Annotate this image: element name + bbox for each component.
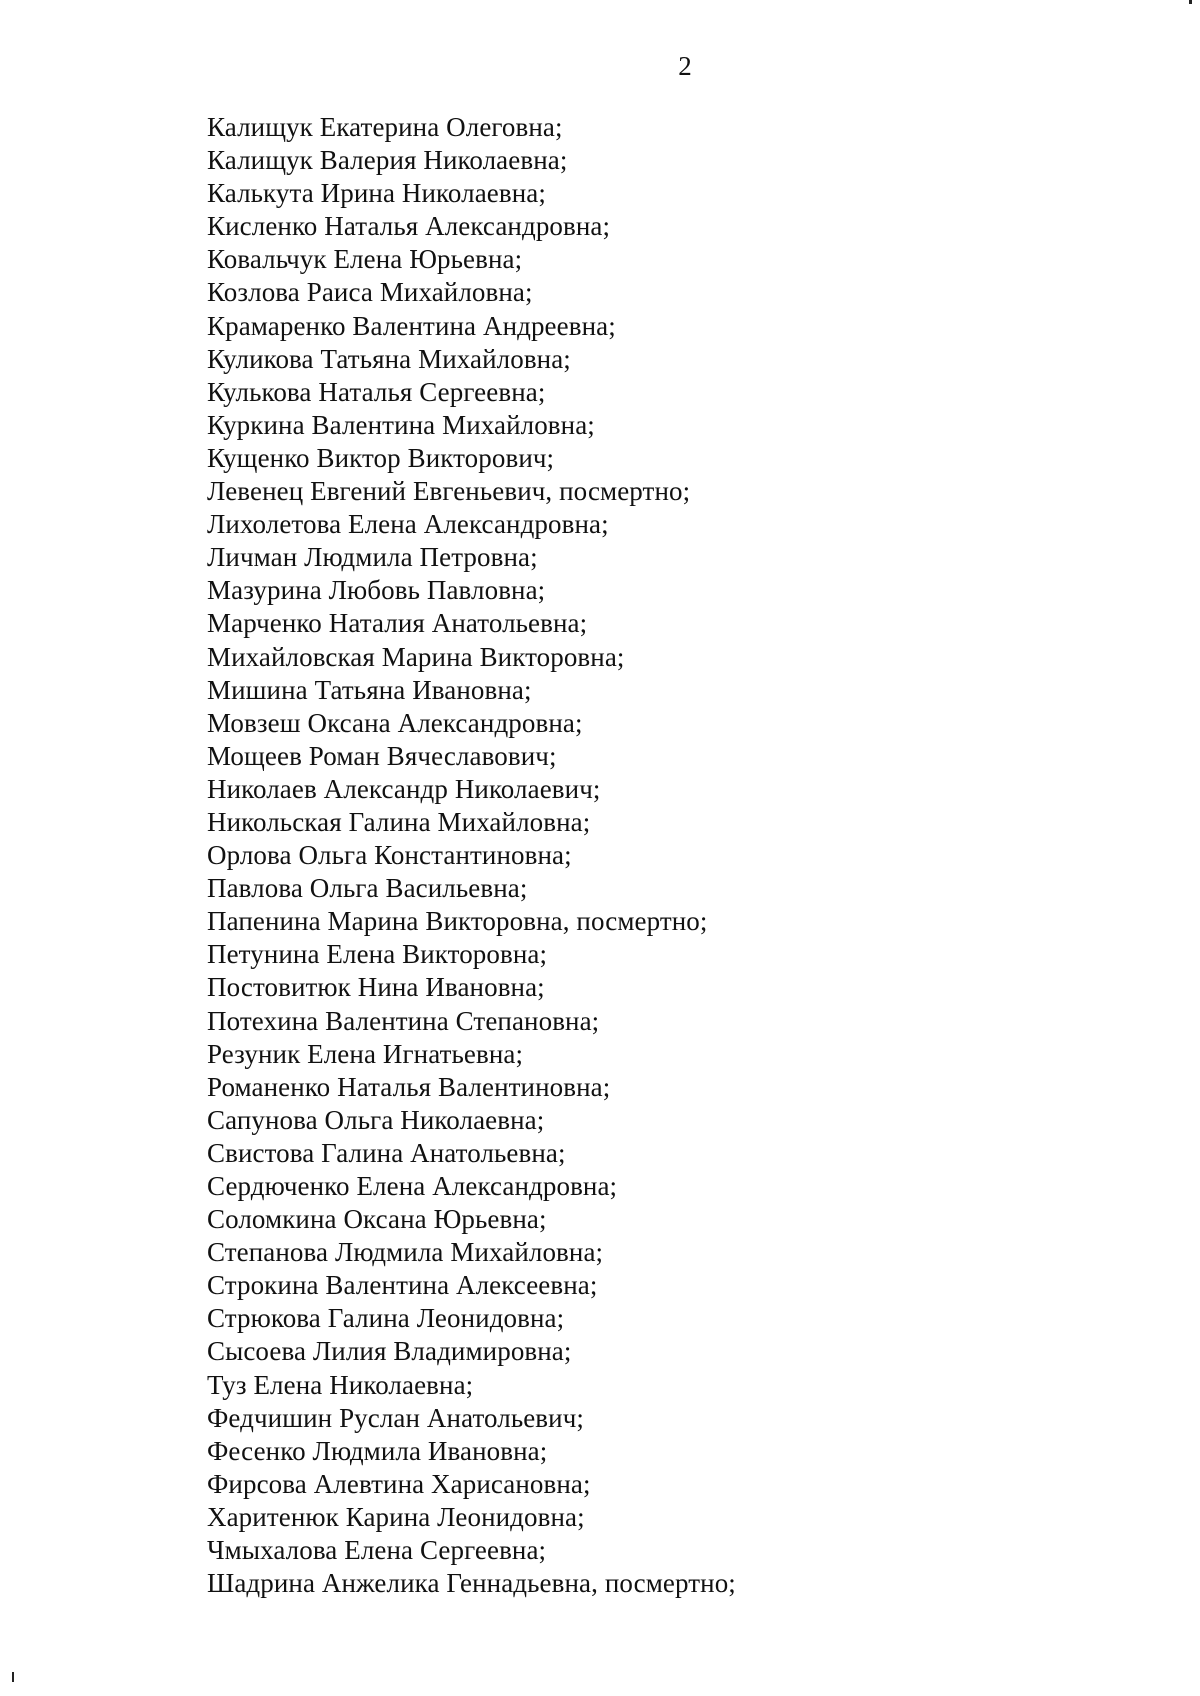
- list-item: Левенец Евгений Евгеньевич, посмертно;: [207, 476, 691, 507]
- list-item: Шадрина Анжелика Геннадьевна, посмертно;: [207, 1568, 736, 1599]
- list-item: Лихолетова Елена Александровна;: [207, 509, 609, 540]
- list-item: Михайловская Марина Викторовна;: [207, 641, 625, 672]
- list-item: Чмыхалова Елена Сергеевна;: [207, 1535, 547, 1566]
- list-item: Калькута Ирина Николаевна;: [207, 178, 546, 209]
- list-item: Сердюченко Елена Александровна;: [207, 1171, 618, 1201]
- list-item: Кулькова Наталья Сергеевна;: [207, 376, 546, 407]
- scan-artifact-bottom: [12, 1672, 14, 1682]
- scan-artifact-top: [1189, 0, 1192, 4]
- list-item: Фирсова Алевтина Харисановна;: [207, 1468, 591, 1499]
- list-item: Козлова Раиса Михайловна;: [207, 277, 533, 308]
- list-item: Куркина Валентина Михайловна;: [207, 409, 595, 440]
- list-item: Соломкина Оксана Юрьевна;: [207, 1204, 547, 1235]
- list-item: Резуник Елена Игнатьевна;: [207, 1038, 524, 1069]
- list-item: Калищук Екатерина Олеговна;: [207, 112, 563, 142]
- list-item: Личман Людмила Петровна;: [207, 542, 538, 573]
- list-item: Мовзеш Оксана Александровна;: [207, 707, 583, 738]
- list-item: Свистова Галина Анатольевна;: [207, 1137, 566, 1168]
- list-item: Фесенко Людмила Ивановна;: [207, 1435, 548, 1466]
- list-item: Кисленко Наталья Александровна;: [207, 211, 611, 242]
- name-list: [207, 111, 736, 1600]
- list-item: Орлова Ольга Константиновна;: [207, 840, 572, 871]
- list-item: Харитенюк Карина Леонидовна;: [207, 1501, 585, 1532]
- list-item: Ковальчук Елена Юрьевна;: [207, 244, 523, 275]
- list-item: Никольская Галина Михайловна;: [207, 806, 591, 837]
- list-item: Куликова Татьяна Михайловна;: [207, 343, 571, 374]
- list-item: Федчишин Руслан Анатольевич;: [207, 1402, 584, 1433]
- list-item: Павлова Ольга Васильевна;: [207, 873, 528, 904]
- list-item: Степанова Людмила Михайловна;: [207, 1237, 604, 1268]
- list-item: Марченко Наталия Анатольевна;: [207, 608, 588, 639]
- list-item: Сысоева Лилия Владимировна;: [207, 1336, 572, 1367]
- list-item: Туз Елена Николаевна;: [207, 1369, 474, 1400]
- list-item: Строкина Валентина Алексеевна;: [207, 1270, 598, 1301]
- list-item: Стрюкова Галина Леонидовна;: [207, 1303, 565, 1334]
- list-item: Мощеев Роман Вячеславович;: [207, 740, 557, 771]
- list-item: Мазурина Любовь Павловна;: [207, 575, 546, 606]
- list-item: Папенина Марина Викторовна, посмертно;: [207, 906, 708, 937]
- list-item: Петунина Елена Викторовна;: [207, 939, 548, 970]
- page-number: 2: [678, 51, 692, 81]
- list-item: Сапунова Ольга Николаевна;: [207, 1104, 545, 1135]
- list-item: Постовитюк Нина Ивановна;: [207, 972, 545, 1003]
- list-item: Николаев Александр Николаевич;: [207, 773, 601, 804]
- list-item: Крамаренко Валентина Андреевна;: [207, 310, 616, 341]
- list-item: Потехина Валентина Степановна;: [207, 1005, 600, 1036]
- list-item: Мишина Татьяна Ивановна;: [207, 674, 532, 705]
- list-item: Калищук Валерия Николаевна;: [207, 145, 568, 176]
- list-item: Кущенко Виктор Викторович;: [207, 442, 555, 473]
- list-item: Романенко Наталья Валентиновна;: [207, 1071, 611, 1102]
